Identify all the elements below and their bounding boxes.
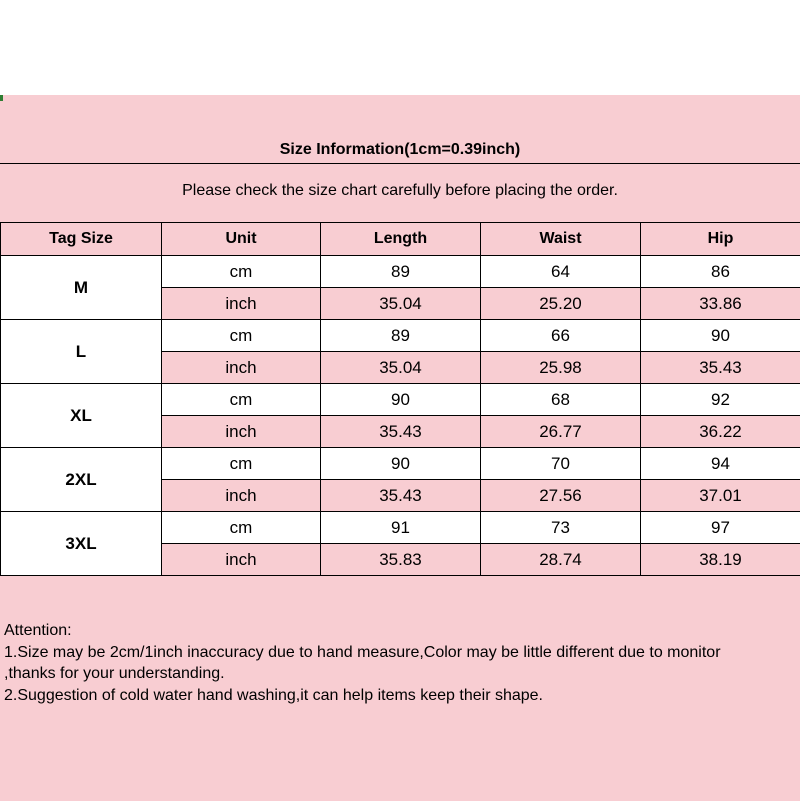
length-cell: 35.04 [321, 288, 481, 320]
hip-cell: 35.43 [641, 352, 800, 384]
unit-cell: cm [162, 384, 321, 416]
table-row [1, 512, 800, 544]
divider-line [0, 163, 800, 164]
column-header-unit: Unit [162, 223, 321, 256]
waist-cell: 68 [481, 384, 641, 416]
table-header-row [1, 223, 800, 256]
hip-cell: 38.19 [641, 544, 800, 576]
attention-line-2: 2.Suggestion of cold water hand washing,it can help items keep their shape. [4, 685, 794, 707]
table-row [1, 320, 800, 352]
attention-line-1-continued: ,thanks for your understanding. [4, 663, 794, 685]
unit-cell: cm [162, 512, 321, 544]
length-cell: 89 [321, 256, 481, 288]
length-cell: 91 [321, 512, 481, 544]
table-row [1, 448, 800, 480]
waist-cell: 70 [481, 448, 641, 480]
table-row [1, 256, 800, 288]
waist-cell: 66 [481, 320, 641, 352]
tag-size-cell: XL [1, 384, 162, 448]
length-cell: 90 [321, 448, 481, 480]
column-header-waist: Waist [481, 223, 641, 256]
length-cell: 90 [321, 384, 481, 416]
tag-size-cell: L [1, 320, 162, 384]
waist-cell: 73 [481, 512, 641, 544]
hip-cell: 97 [641, 512, 800, 544]
column-header-length: Length [321, 223, 481, 256]
waist-cell: 26.77 [481, 416, 641, 448]
attention-heading: Attention: [4, 620, 794, 642]
hip-cell: 33.86 [641, 288, 800, 320]
tag-size-cell: M [1, 256, 162, 320]
unit-cell: inch [162, 544, 321, 576]
column-header-hip: Hip [641, 223, 800, 256]
unit-cell: inch [162, 416, 321, 448]
hip-cell: 92 [641, 384, 800, 416]
chart-title: Size Information(1cm=0.39inch) [0, 137, 800, 163]
length-cell: 89 [321, 320, 481, 352]
column-header-tag-size: Tag Size [1, 223, 162, 256]
length-cell: 35.04 [321, 352, 481, 384]
unit-cell: cm [162, 448, 321, 480]
waist-cell: 64 [481, 256, 641, 288]
attention-notes [4, 620, 794, 706]
attention-line-1: 1.Size may be 2cm/1inch inaccuracy due to hand measure,Color may be little different due to monitor [4, 642, 794, 664]
waist-cell: 28.74 [481, 544, 641, 576]
waist-cell: 25.20 [481, 288, 641, 320]
length-cell: 35.43 [321, 416, 481, 448]
unit-cell: inch [162, 288, 321, 320]
hip-cell: 37.01 [641, 480, 800, 512]
length-cell: 35.83 [321, 544, 481, 576]
unit-cell: cm [162, 320, 321, 352]
tag-size-cell: 3XL [1, 512, 162, 576]
tag-size-cell: 2XL [1, 448, 162, 512]
unit-cell: inch [162, 352, 321, 384]
order-notice: Please check the size chart carefully before placing the order. [0, 177, 800, 205]
waist-cell: 25.98 [481, 352, 641, 384]
corner-mark [0, 95, 3, 101]
hip-cell: 36.22 [641, 416, 800, 448]
size-table [0, 222, 800, 576]
unit-cell: cm [162, 256, 321, 288]
waist-cell: 27.56 [481, 480, 641, 512]
unit-cell: inch [162, 480, 321, 512]
length-cell: 35.43 [321, 480, 481, 512]
hip-cell: 94 [641, 448, 800, 480]
table-row [1, 384, 800, 416]
hip-cell: 86 [641, 256, 800, 288]
hip-cell: 90 [641, 320, 800, 352]
